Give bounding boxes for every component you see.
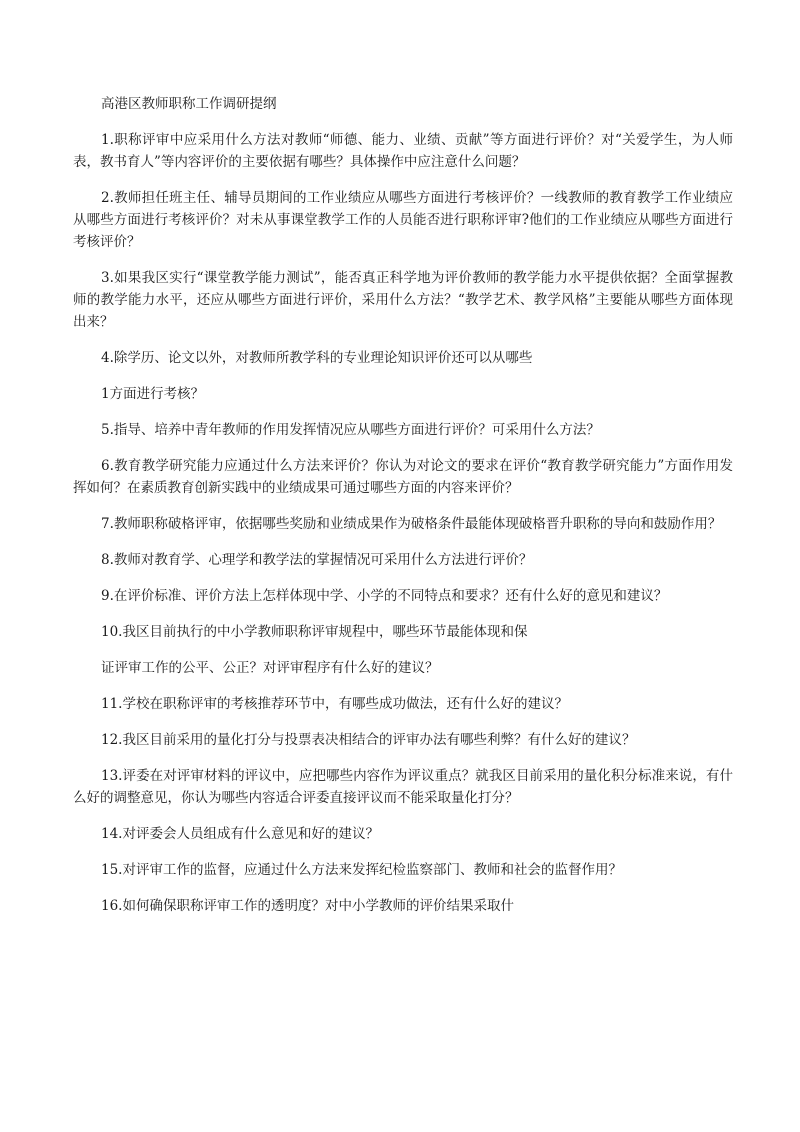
paragraph-9: 9.在评价标准、评价方法上怎样体现中学、小学的不同特点和要求？还有什么好的意见和建议？ xyxy=(101,588,668,604)
paragraph-6: 6.教育教学研究能力应通过什么方法来评价？你认为对论文的要求在评价“教育教学研究能力”方面作用发挥如何？在素质教育创新实践中的业绩成果可通过哪些方面的内容来评价？ xyxy=(73,458,733,496)
document-title: 高港区教师职称工作调研提纲 xyxy=(101,96,277,112)
paragraph-8: 8.教师对教育学、心理学和教学法的掌握情况可采用什么方法进行评价？ xyxy=(101,552,533,568)
paragraph-11: 11.学校在职称评审的考核推荐环节中，有哪些成功做法，还有什么好的建议？ xyxy=(101,696,568,712)
paragraph-1: 1.职称评审中应采用什么方法对教师“师德、能力、业绩、贡献”等方面进行评价？对“关爱学生，为人师表，教书育人”等内容评价的主要依据有哪些？具体操作中应注意什么问题？ xyxy=(73,132,733,170)
paragraph-3: 3.如果我区实行“课堂教学能力测试”，能否真正科学地为评价教师的教学能力水平提供依据？全面掌握教师的教学能力水平，还应从哪些方面进行评价，采用什么方法？“教学艺术、教学风格”主要能从哪些方面体现出来？ xyxy=(73,270,733,330)
paragraph-5: 5.指导、培养中青年教师的作用发挥情况应从哪些方面进行评价？可采用什么方法？ xyxy=(101,422,600,438)
paragraph-10: 10.我区目前执行的中小学教师职称评审规程中，哪些环节最能体现和保 xyxy=(101,624,528,640)
document-body xyxy=(73,93,733,931)
paragraph-15: 15.对评审工作的监督，应通过什么方法来发挥纪检监察部门、教师和社会的监督作用？ xyxy=(101,862,622,878)
paragraph-4-continued: 1方面进行考核？ xyxy=(101,386,205,402)
paragraph-13: 13.评委在对评审材料的评议中，应把哪些内容作为评议重点？就我区目前采用的量化积分标准来说，有什么好的调整意见，你认为哪些内容适合评委直接评议而不能采取量化打分？ xyxy=(73,768,733,806)
paragraph-7: 7.教师职称破格评审，依据哪些奖励和业绩成果作为破格条件最能体现破格晋升职称的导向和鼓励作用？ xyxy=(101,516,722,532)
paragraph-10-continued: 证评审工作的公平、公正？对评审程序有什么好的建议？ xyxy=(101,660,439,676)
paragraph-4: 4.除学历、论文以外，对教师所教学科的专业理论知识评价还可以从哪些 xyxy=(101,350,533,366)
paragraph-12: 12.我区目前采用的量化打分与投票表决相结合的评审办法有哪些利弊？有什么好的建议？ xyxy=(101,732,636,748)
paragraph-14: 14.对评委会人员组成有什么意见和好的建议？ xyxy=(101,826,379,842)
paragraph-16: 16.如何确保职称评审工作的透明度？对中小学教师的评价结果采取什 xyxy=(101,898,514,914)
paragraph-2: 2.教师担任班主任、辅导员期间的工作业绩应从哪些方面进行考核评价？一线教师的教育教学工作业绩应从哪些方面进行考核评价？对未从事课堂教学工作的人员能否进行职称评审?他们的工作业绩应从哪些方面进行考核评价？ xyxy=(73,190,733,250)
